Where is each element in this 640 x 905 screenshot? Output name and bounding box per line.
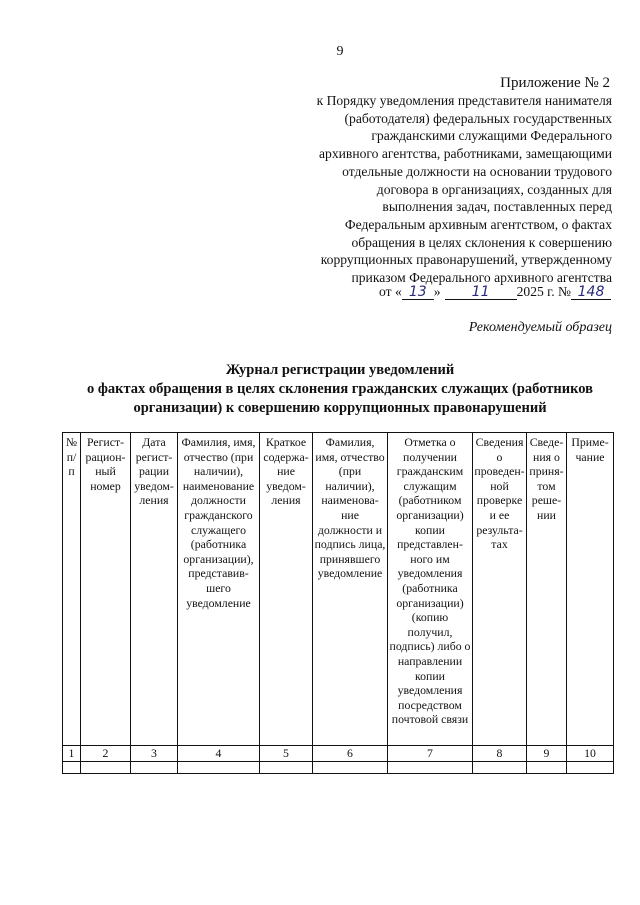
column-number-cell: 10 xyxy=(567,746,614,762)
empty-cell xyxy=(473,761,527,773)
date-prefix: от « xyxy=(379,284,402,299)
column-number-cell: 9 xyxy=(527,746,567,762)
header-cell: № п/п xyxy=(63,433,81,746)
page-number: 9 xyxy=(336,44,344,59)
date-year: 2025 г. № xyxy=(516,284,571,299)
appendix-line: к Порядку уведомления представителя нанимателя xyxy=(316,93,612,108)
column-number-cell: 7 xyxy=(388,746,473,762)
appendix-line: обращения в целях склонения к совершению xyxy=(351,234,612,250)
header-cell: Регист-рацион-ный номер xyxy=(81,433,131,746)
table-row xyxy=(63,761,614,773)
appendix-line: отдельные должности на основании трудового xyxy=(342,163,612,179)
date-mid: » xyxy=(433,284,441,299)
appendix-text xyxy=(252,92,612,287)
appendix-line: архивного агентства, работниками, замещающими xyxy=(319,146,612,162)
header-cell: Дата регист-рации уведом-ления xyxy=(131,433,178,746)
appendix-line: гражданскими служащими Федерального xyxy=(371,128,612,144)
journal-table xyxy=(62,432,614,774)
header-cell: Сведения о проведен-ной проверке и ее результа-тах xyxy=(473,433,527,746)
order-number-handwritten: 148 xyxy=(571,285,611,300)
column-number-cell: 2 xyxy=(81,746,131,762)
column-number-cell: 5 xyxy=(260,746,313,762)
date-month-handwritten: 11 xyxy=(445,285,517,300)
appendix-line: коррупционных правонарушений, утвержденному xyxy=(320,252,612,268)
empty-cell xyxy=(131,761,178,773)
table-header-row xyxy=(63,433,614,746)
column-number-cell: 8 xyxy=(473,746,527,762)
appendix-line: (работодателя) федеральных государственных xyxy=(344,110,612,126)
appendix-line: договора в организациях, созданных для xyxy=(376,181,612,197)
journal-title-line: о фактах обращения в целях склонения гражданских служащих (работников xyxy=(86,381,594,397)
empty-cell xyxy=(388,761,473,773)
empty-cell xyxy=(527,761,567,773)
order-date-line xyxy=(379,284,611,300)
journal-title-line: Журнал регистрации уведомлений xyxy=(225,362,455,378)
journal-title xyxy=(40,361,640,418)
empty-cell xyxy=(178,761,260,773)
appendix-line: Федеральным архивным агентством, о фактах xyxy=(344,216,612,232)
empty-cell xyxy=(567,761,614,773)
appendix-title: Приложение № 2 xyxy=(500,75,610,91)
empty-cell xyxy=(81,761,131,773)
header-cell: Фамилия, имя, отчество (при наличии), наименование должности гражданского служащего (работника организации), представив-шего уведомление xyxy=(178,433,260,746)
appendix-line: приказом Федерального архивного агентства xyxy=(351,270,612,286)
column-number-row xyxy=(63,746,614,762)
column-number-cell: 6 xyxy=(313,746,388,762)
header-cell: Приме-чание xyxy=(567,433,614,746)
journal-title-line: организации) к совершению коррупционных правонарушений xyxy=(133,400,547,416)
recommended-sample-label: Рекомендуемый образец xyxy=(468,320,612,335)
date-day-handwritten: 13 xyxy=(402,285,434,300)
empty-cell xyxy=(313,761,388,773)
column-number-cell: 1 xyxy=(63,746,81,762)
empty-cell xyxy=(260,761,313,773)
appendix-line: выполнения задач, поставленных перед xyxy=(382,199,612,215)
header-cell: Отметка о получении гражданским служащим (работником организации) копии представлен-ного им уведомления (работника организации) (копию получил, подпись) либо о направлении копии уведомления посредством почтовой связи xyxy=(388,433,473,746)
column-number-cell: 4 xyxy=(178,746,260,762)
header-cell: Сведе-ния о приня-том реше-нии xyxy=(527,433,567,746)
empty-cell xyxy=(63,761,81,773)
header-cell: Краткое содержа-ние уведом-ления xyxy=(260,433,313,746)
header-cell: Фамилия, имя, отчество (при наличии), наименова-ние должности и подпись лица, принявшего уведомление xyxy=(313,433,388,746)
column-number-cell: 3 xyxy=(131,746,178,762)
